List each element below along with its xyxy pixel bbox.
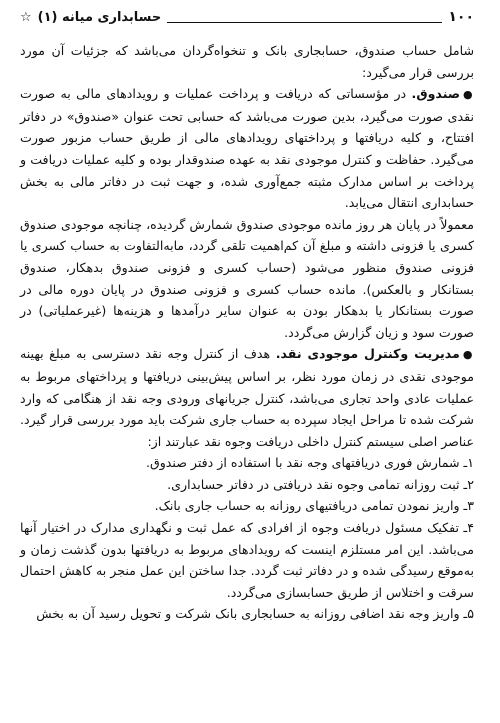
page-body	[20, 40, 474, 625]
list-item	[20, 452, 474, 474]
list-item	[20, 517, 474, 603]
list-item	[20, 495, 474, 517]
list-item-text: ۲ـ ثبت روزانه تمامی وجوه نقد دریافتی در دفاتر حسابداری.	[167, 476, 474, 492]
list-item-text: ۳ـ واریز نمودن تمامی دریافتیهای روزانه به حساب جاری بانک.	[154, 498, 474, 514]
list-item-text: ۱ـ شمارش فوری دریافتهای وجه نقد با استفاده از دفتر صندوق.	[145, 455, 474, 471]
page-number: ۱۰۰	[448, 9, 474, 25]
list-item	[20, 603, 474, 625]
star-icon: ☆	[20, 9, 32, 25]
list-item-text: ۴ـ تفکیک مسئول دریافت وجوه از افرادی که عمل ثبت و نگهداری مدارک در اختیار آنها می‌باشد. این امر مستلزم اینست که رویدادهای مربوط به دریافتها بدون گذشت زمان و به‌موقع رسیدگی شده و در دفاتر ثبت گردد. جدا ساختن این عمل منجر به کاهش احتمال سرقت و اختلاس از طریق حسابسازی می‌گردد.	[20, 520, 474, 600]
paragraph-text: هدف از کنترل وجه نقد دسترسی به مبلغ بهینه موجودی نقدی در زمان مورد نظر، بر اساس پیش‌بینی دریافتها و پرداختهای مربوط به عملیات عادی واحد تجاری می‌باشد، کنترل جریانهای ورودی وجه نقد از هنگامی که وارد شرکت شده تا مراحل ایجاد سپرده به حساب جاری شرکت باید مورد بررسی قرار گیرد. عناصر اصلی سیستم کنترل داخلی دریافت وجوه نقد عبارتند از:	[20, 346, 474, 449]
paragraph	[20, 343, 474, 452]
paragraph-heading: صندوق.	[411, 86, 461, 102]
paragraph	[20, 83, 474, 214]
bullet-icon: ●	[463, 88, 474, 102]
paragraph-heading: مدیریت وکنترل موجودی نقد.	[275, 346, 460, 362]
paragraph	[20, 214, 474, 344]
paragraph-text: معمولاً در پایان هر روز مانده موجودی صندوق شمارش گردیده، چنانچه موجودی صندوق کسری یا فزونی داشته و مبلغ آن کم‌اهمیت تلقی گردد، مابه‌التفاوت به حساب کسری یا فزونی صندوق منظور می‌شود (حساب کسری و فزونی صندوق بدهکار، صندوق بستانکار و بالعکس). مانده حساب کسری و فزونی صندوق در پایان دوره مالی در صورت بستانکار یا بدهکار بودن به عنوان سایر درآمدها و هزینه‌ها (غیرعملیاتی) در صورت سود و زیان گزارش می‌گردد.	[20, 216, 474, 340]
paragraph	[20, 40, 474, 83]
list-item-text: ۵ـ واریز وجه نقد اضافی روزانه به حسابجاری بانک شرکت و تحویل رسید آن به بخش	[36, 606, 474, 622]
paragraph-text: شامل حساب صندوق، حسابجاری بانک و تنخواه‌گردان می‌باشد که جزئیات آن مورد بررسی قرار می‌گیرد:	[20, 43, 474, 80]
running-title: حسابداری میانه (۱)	[37, 9, 162, 25]
bullet-icon: ●	[462, 348, 474, 362]
running-header	[20, 8, 474, 26]
header-rule	[167, 22, 442, 23]
paragraph-text: در مؤسساتی که دریافت و پرداخت عملیات و رویدادهای مالی به صورت نقدی صورت می‌گیرد، بدین صورت می‌باشد که حسابی تحت عنوان «صندوق» در دفاتر افتتاح، و کلیه دریافتها و پرداختهای رویدادهای مالی از طریق حساب مزبور صورت می‌گیرد. حفاظت و کنترل موجودی نقد به عهده صندوقدار بوده و کلیه عملیات دریافت و پرداخت بر اساس مدارک مثبته جمع‌آوری شده، و جهت ثبت در دفاتر مالی به بخش حسابداری انتقال می‌یابد.	[20, 86, 474, 211]
list-item	[20, 474, 474, 496]
